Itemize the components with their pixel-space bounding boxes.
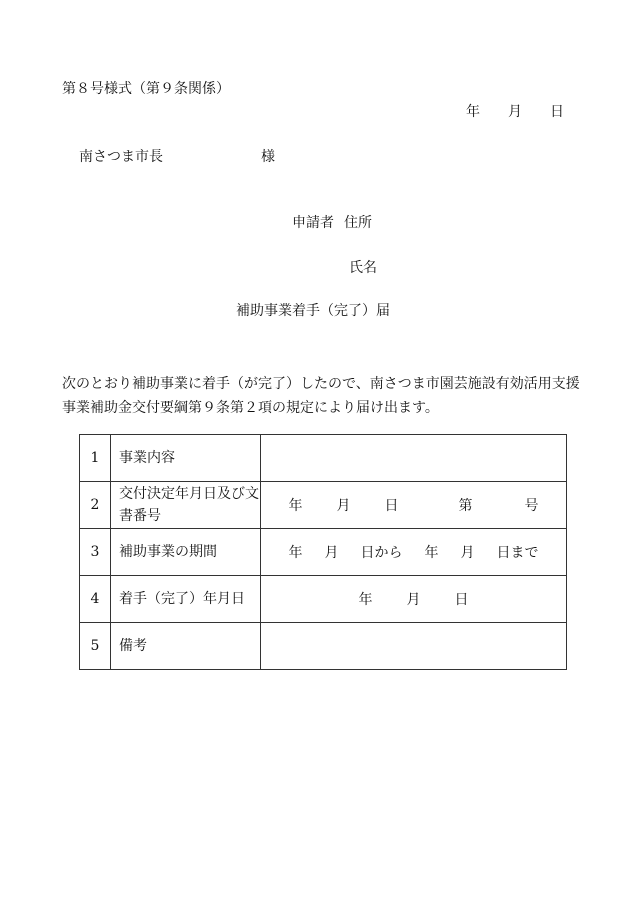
applicant-address-label: 住所	[344, 215, 372, 231]
day-unit: 日	[384, 498, 399, 514]
body-text: 次のとおり補助事業に着手（が完了）したので、南さつま市園芸施設有効活用支援事業補助金交付要綱第９条第２項の規定により届け出ます。	[62, 376, 580, 416]
remarks-field[interactable]	[261, 623, 567, 670]
date-month: 月	[508, 104, 522, 120]
day-until-unit: 日まで	[496, 545, 539, 561]
decision-date-field[interactable]	[261, 482, 567, 529]
day-unit: 日	[454, 592, 469, 608]
table-row	[80, 482, 567, 529]
applicant-name-label: 氏名	[349, 260, 377, 276]
month-unit: 月	[460, 545, 475, 561]
row-number: 4	[80, 576, 111, 623]
addressee-honorific: 様	[261, 149, 275, 165]
year-unit: 年	[288, 545, 303, 561]
year-unit: 年	[288, 498, 303, 514]
document-go: 号	[524, 498, 539, 514]
addressee	[79, 150, 275, 164]
document-title: 補助事業着手（完了）届	[236, 303, 390, 319]
table-row	[80, 529, 567, 576]
row-label: 交付決定年月日及び文書番号	[111, 482, 261, 529]
table-row	[80, 435, 567, 482]
start-completion-date-field[interactable]	[261, 576, 567, 623]
year-unit: 年	[424, 545, 439, 561]
date-year: 年	[466, 104, 480, 120]
row-label: 着手（完了）年月日	[111, 576, 261, 623]
row-number: 2	[80, 482, 111, 529]
month-unit: 月	[406, 592, 421, 608]
day-from-unit: 日から	[360, 545, 403, 561]
table-row	[80, 576, 567, 623]
row-label: 事業内容	[111, 435, 261, 482]
document-dai: 第	[458, 498, 473, 514]
month-unit: 月	[324, 545, 339, 561]
row-number: 1	[80, 435, 111, 482]
details-table	[79, 434, 567, 670]
row-number: 3	[80, 529, 111, 576]
row-label: 備考	[111, 623, 261, 670]
table-row	[80, 623, 567, 670]
row-label: 補助事業の期間	[111, 529, 261, 576]
form-number: 第８号様式（第９条関係）	[62, 81, 230, 97]
submission-date	[466, 105, 564, 119]
addressee-name: 南さつま市長	[79, 149, 163, 165]
project-period-field[interactable]	[261, 529, 567, 576]
applicant-address	[292, 216, 372, 230]
project-content-field[interactable]	[261, 435, 567, 482]
row-number: 5	[80, 623, 111, 670]
applicant-role-label: 申請者	[292, 215, 334, 231]
month-unit: 月	[336, 498, 351, 514]
date-day: 日	[550, 104, 564, 120]
year-unit: 年	[358, 592, 373, 608]
